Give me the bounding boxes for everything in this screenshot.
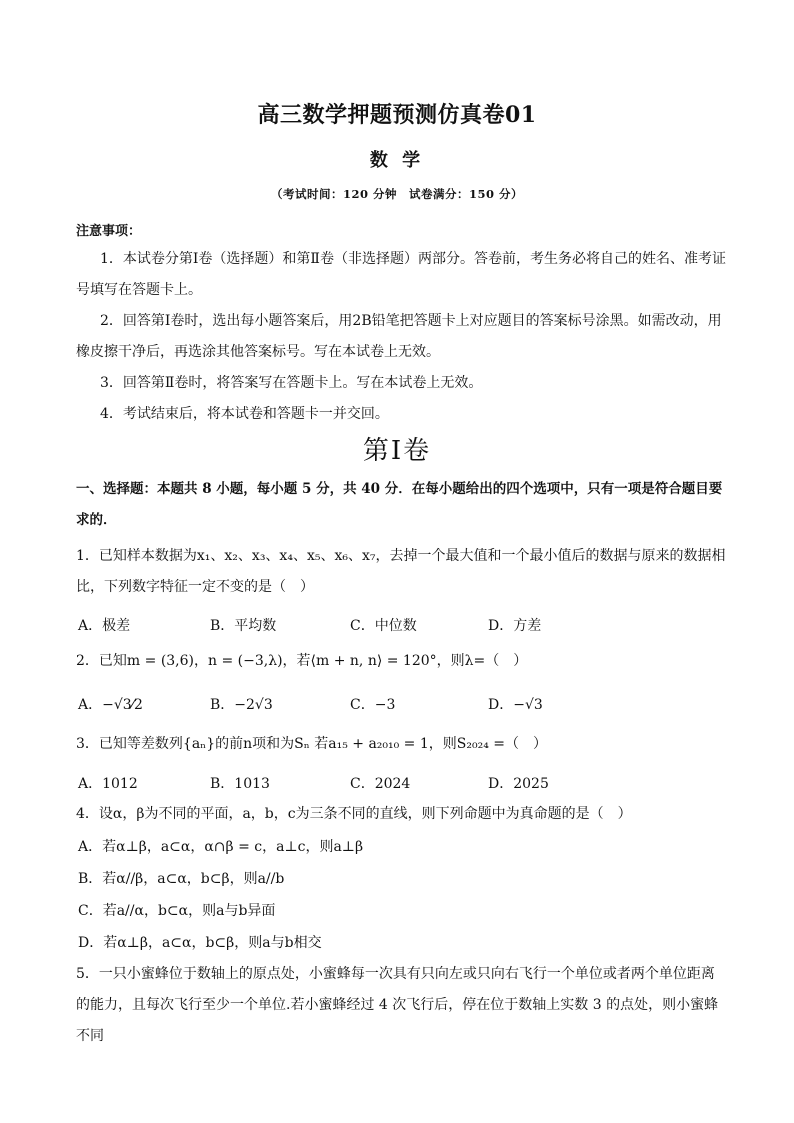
question-2-options (78, 694, 718, 718)
notes-heading: 注意事项： (76, 224, 142, 239)
question-4-stem: 4．设α，β为不同的平面，a，b，c为三条不同的直线，则下列命题中为真命题的是（ ） (76, 806, 632, 822)
question-2-stem: 2．已知m = (3,6)，n = (−3,λ)，若⟨m + n, n⟩ = 120°，则λ=（ ） (76, 653, 528, 669)
section-heading: 一、选择题：本题共 8 小题，每小题 5 分，共 40 分．在每小题给出的四个选项中，只有一项是符合题目要求的． (76, 481, 723, 528)
option-c: C．中位数 (350, 618, 417, 634)
option-d: D．2025 (488, 776, 549, 792)
question-1-stem: 1．已知样本数据为x₁、x₂、x₃、x₄、x₅、x₆、x₇，去掉一个最大值和一个最小值后的数据与原来的数据相比，下列数字特征一定不变的是（ ） (76, 548, 726, 595)
question-4-option-b: B．若α//β，a⊂α，b⊂β，则a//b (78, 871, 285, 887)
option-d: D．方差 (488, 618, 542, 634)
note-item-1: 1．本试卷分第Ⅰ卷（选择题）和第Ⅱ卷（非选择题）两部分。答卷前，考生务必将自己的姓名、准考证号填写在答题卡上。 (76, 251, 726, 298)
question-3-options (78, 773, 718, 797)
option-a: A．极差 (78, 618, 131, 634)
option-b: B．平均数 (210, 618, 277, 634)
option-b: B．1013 (210, 776, 270, 792)
option-b: B．−2√3 (210, 697, 273, 713)
question-5-stem: 5．一只小蜜蜂位于数轴上的原点处，小蜜蜂每一次具有只向左或只向右飞行一个单位或者两个单位距离的能力，且每次飞行至少一个单位.若小蜜蜂经过 4 次飞行后，停在位于数轴上实数 3 的点处，则小蜜蜂不同 (76, 966, 719, 1044)
question-4-option-a: A．若α⊥β，a⊂α，α∩β = c，a⊥c，则a⊥β (78, 839, 364, 855)
exam-info: （考试时间：120 分钟 试卷满分：150 分） (270, 187, 523, 201)
option-d: D．−√3 (488, 697, 543, 713)
note-item-2: 2．回答第Ⅰ卷时，选出每小题答案后，用2B铅笔把答题卡上对应题目的答案标号涂黑。如需改动，用橡皮擦干净后，再选涂其他答案标号。写在本试卷上无效。 (76, 313, 722, 360)
volume-title: 第Ⅰ卷 (362, 436, 432, 466)
note-item-4: 4．考试结束后，将本试卷和答题卡一并交回。 (100, 406, 389, 422)
option-a: A．−√3⁄2 (78, 697, 143, 713)
option-c: C．2024 (350, 776, 411, 792)
question-3-stem: 3．已知等差数列{aₙ}的前n项和为Sₙ 若a₁₅ + a₂₀₁₀ = 1，则S₂₀₂₄ =（ ） (76, 736, 547, 752)
option-c: C．−3 (350, 697, 396, 713)
subject-title: 数 学 (369, 150, 425, 171)
note-item-3: 3．回答第Ⅱ卷时，将答案写在答题卡上。写在本试卷上无效。 (100, 375, 483, 391)
question-1-options (78, 615, 718, 639)
question-4-option-c: C．若a//α，b⊂α，则a与b异面 (78, 903, 276, 919)
option-a: A．1012 (78, 776, 138, 792)
page-title: 高三数学押题预测仿真卷01 (257, 102, 537, 128)
question-4-option-d: D．若α⊥β，a⊂α，b⊂β，则a与b相交 (78, 935, 322, 951)
